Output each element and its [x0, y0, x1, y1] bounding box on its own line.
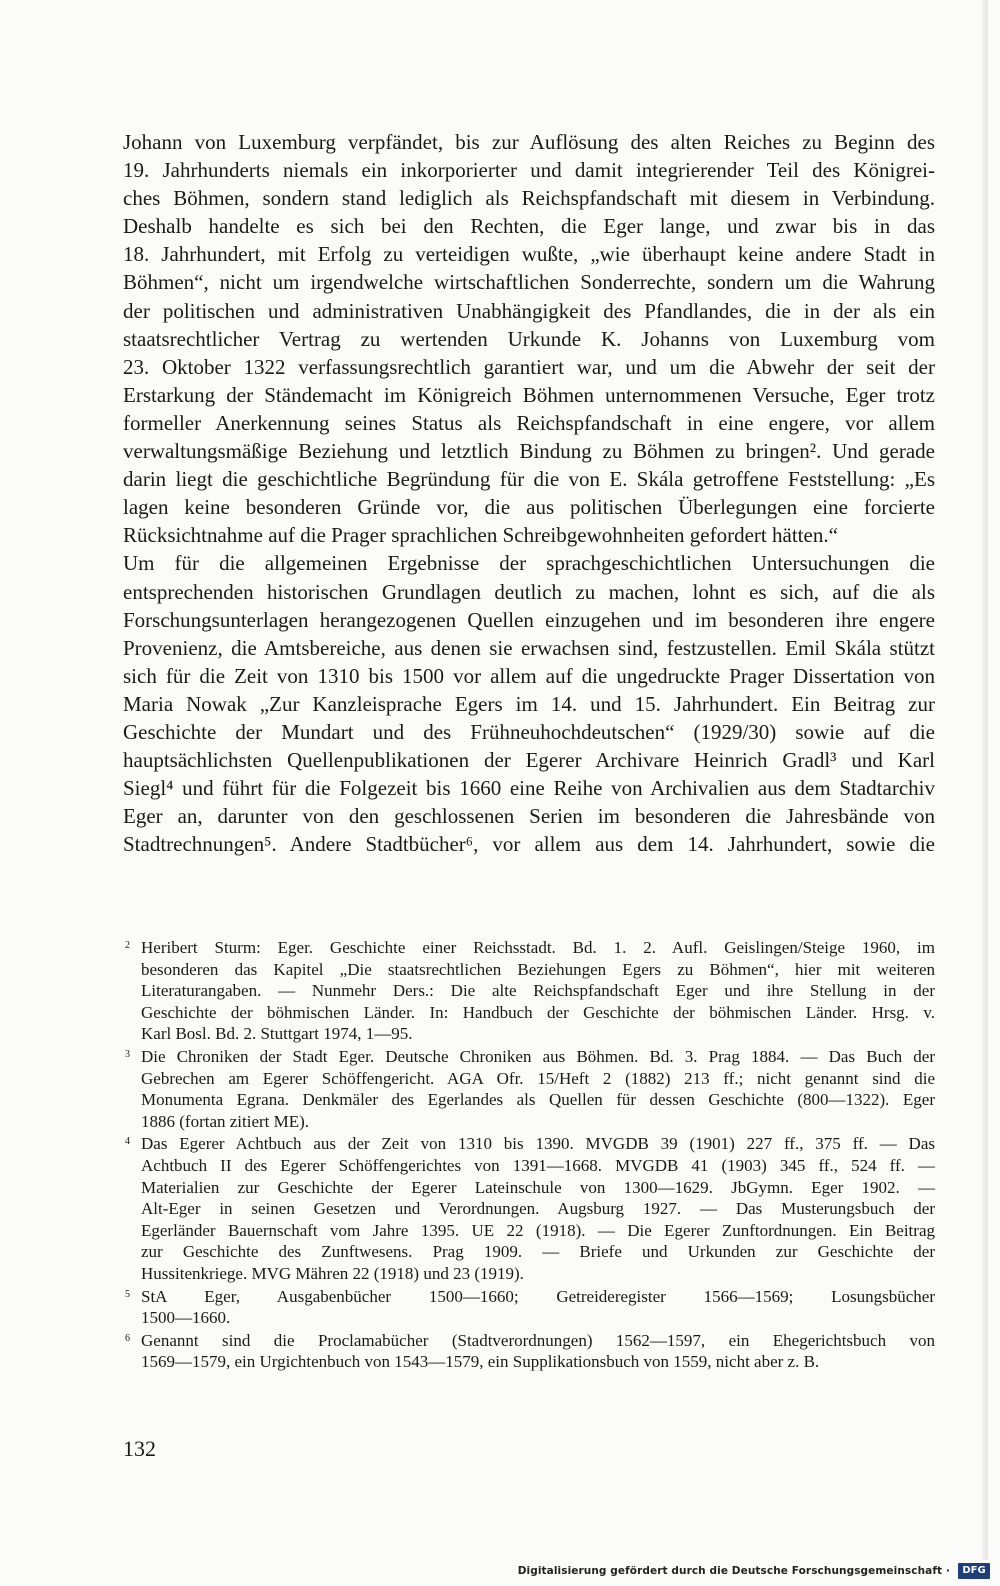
- body-line: Erstarkung der Ständemacht im Königreich Böhmen unternommenen Versuche, Eger trotz: [123, 382, 935, 407]
- page-edge: [982, 0, 988, 1560]
- body-line: Eger an, darunter von den geschlossenen Serien im besonderen die Jahresbände von: [123, 804, 935, 829]
- page-number: 132: [123, 1436, 156, 1461]
- footnote-line: Hussitenkriege. MVG Mähren 22 (1918) und 23 (1919).: [141, 1263, 524, 1283]
- footnote-line: Gebrechen am Egerer Schöffengericht. AGA Ofr. 15/Heft 2 (1882) 213 ff.; nicht genannt sind die: [141, 1068, 935, 1088]
- body-line: Forschungsunterlagen herangezogenen Quellen einzugehen und im besonderen ihre engere: [123, 607, 935, 632]
- footnote-number: 4: [125, 1136, 130, 1148]
- body-line: hauptsächlichsten Quellenpublikationen der Egerer Archivare Heinrich Gradl³ und Karl: [123, 748, 935, 773]
- body-line: sich für die Zeit von 1310 bis 1500 vor allem auf die ungedruckte Prager Dissertation von: [123, 663, 935, 688]
- body-line: Stadtrechnungen⁵. Andere Stadtbücher⁶, vor allem aus dem 14. Jahrhundert, sowie die: [123, 832, 935, 857]
- footnote-line: Achtbuch II des Egerer Schöffengerichtes von 1391—1668. MVGDB 41 (1903) 345 ff., 524 ff. —: [141, 1155, 935, 1175]
- footnote-line: Das Egerer Achtbuch aus der Zeit von 1310 bis 1390. MVGDB 39 (1901) 227 ff., 375 ff. — Das: [141, 1134, 935, 1154]
- body-line: Deshalb handelte es sich bei den Rechten, die Eger lange, und zwar bis in das: [123, 214, 935, 239]
- footnote-line: 1569—1579, ein Urgichtenbuch von 1543—1579, ein Supplikationsbuch von 1559, nicht aber z. B.: [141, 1352, 820, 1372]
- footnote-line: Geschichte der böhmischen Länder. In: Handbuch der Geschichte der böhmischen Länder. Hrsg. v.: [141, 1002, 935, 1022]
- footnote-line: Die Chroniken der Stadt Eger. Deutsche Chroniken aus Böhmen. Bd. 3. Prag 1884. — Das Buch der: [141, 1046, 935, 1066]
- body-line: lagen keine besonderen Gründe vor, die aus politischen Überlegungen eine forcierte: [123, 495, 935, 520]
- dfg-logo: DFG: [958, 1563, 990, 1579]
- body-line: ches Böhmen, sondern stand lediglich als Reichspfandschaft mit diesem in Verbindung.: [123, 186, 935, 211]
- body-text: [123, 128, 935, 858]
- footnote-number: 3: [125, 1048, 130, 1060]
- footnote-line: Monumenta Egrana. Denkmäler des Egerlandes als Quellen für dessen Geschichte (800—1322). Eger: [141, 1090, 935, 1110]
- body-line: Geschichte der Mundart und des Frühneuhochdeutschen“ (1929/30) sowie auf die: [123, 719, 935, 744]
- body-line: Böhmen“, nicht um irgendwelche wirtschaftlichen Sonderrechte, sondern um die Wahrung: [123, 270, 935, 295]
- footnote-line: Materialien zur Geschichte der Egerer Lateinschule von 1300—1629. JbGymn. Eger 1902. —: [141, 1177, 935, 1197]
- body-line: 23. Oktober 1322 verfassungsrechtlich garantiert war, und um die Abwehr der seit der: [123, 354, 935, 379]
- footnote: [123, 1286, 935, 1329]
- digitization-footer: [0, 1558, 1000, 1586]
- body-line: Provenienz, die Amtsbereiche, aus denen sie erwachsen sind, festzustellen. Emil Skála stützt: [123, 635, 935, 660]
- footnote-number: 2: [125, 940, 130, 951]
- footnote-line: Alt-Eger in seinen Gesetzen und Verordnungen. Augsburg 1927. — Das Musterungsbuch der: [141, 1199, 935, 1219]
- footnote-line: StA Eger, Ausgabenbücher 1500—1660; Getreideregister 1566—1569; Losungsbücher: [141, 1286, 935, 1306]
- body-line: verwaltungsmäßige Beziehung und letztlich Bindung zu Böhmen zu bringen². Und gerade: [123, 439, 935, 464]
- footnote: [123, 1133, 935, 1284]
- footer-credit-text: Digitalisierung gefördert durch die Deutsche Forschungsgemeinschaft ·: [517, 1565, 950, 1577]
- body-line: 18. Jahrhundert, mit Erfolg zu verteidigen wußte, „wie überhaupt keine andere Stadt in: [123, 242, 935, 267]
- footnote-line: Heribert Sturm: Eger. Geschichte einer Reichsstadt. Bd. 1. 2. Aufl. Geislingen/Steige 1960, im: [141, 938, 935, 957]
- footnotes: [123, 937, 935, 1374]
- footnote-line: Literaturangaben. — Nunmehr Ders.: Die alte Reichspfandschaft Eger und ihre Stellung in der: [141, 981, 935, 1001]
- footnote: [123, 1046, 935, 1132]
- footnote: [123, 1330, 935, 1373]
- body-line: staatsrechtlicher Vertrag zu wertenden Urkunde K. Johanns von Luxemburg vom: [123, 326, 935, 351]
- footnote-line: Genannt sind die Proclamabücher (Stadtverordnungen) 1562—1597, ein Ehegerichtsbuch von: [141, 1330, 935, 1350]
- footnote-line: 1886 (fortan zitiert ME).: [141, 1111, 310, 1131]
- body-line: Johann von Luxemburg verpfändet, bis zur Auflösung des alten Reiches zu Beginn des: [123, 130, 935, 154]
- footnote-number: 5: [125, 1288, 130, 1300]
- footnote-number: 6: [125, 1332, 130, 1344]
- body-line: formeller Anerkennung seines Status als Reichspfandschaft in eine engere, vor allem: [123, 410, 935, 435]
- body-line: darin liegt die geschichtliche Begründung für die von E. Skála getroffene Feststellung: „Es: [123, 467, 935, 492]
- footnote: [123, 937, 935, 1045]
- body-line: Rücksichtnahme auf die Prager sprachlichen Schreibgewohnheiten gefordert hätten.“: [123, 523, 838, 548]
- body-line: Um für die allgemeinen Ergebnisse der sprachgeschichtlichen Untersuchungen die: [123, 551, 935, 576]
- body-line: entsprechenden historischen Grundlagen deutlich zu machen, lohnt es sich, auf die als: [123, 579, 935, 604]
- footnote-line: Karl Bosl. Bd. 2. Stuttgart 1974, 1—95.: [141, 1024, 413, 1044]
- body-line: 19. Jahrhunderts niemals ein inkorporierter und damit integrierender Teil des Königrei-: [123, 158, 935, 183]
- body-line: der politischen und administrativen Unabhängigkeit des Pfandlandes, die in der als ein: [123, 298, 935, 323]
- footnote-line: besonderen das Kapitel „Die staatsrechtlichen Beziehungen Egers zu Böhmen“, hier mit weiteren: [141, 959, 935, 979]
- body-line: Siegl⁴ und führt für die Folgezeit bis 1660 eine Reihe von Archivalien aus dem Stadtarchiv: [123, 776, 935, 801]
- footnote-line: 1500—1660.: [141, 1308, 231, 1328]
- footnote-line: Egerländer Bauernschaft vom Jahre 1395. UE 22 (1918). — Die Egerer Zunftordnungen. Ein Beitrag: [141, 1220, 935, 1240]
- body-line: Maria Nowak „Zur Kanzleisprache Egers im 14. und 15. Jahrhundert. Ein Beitrag zur: [123, 691, 935, 716]
- footnote-line: zur Geschichte des Zunftwesens. Prag 1909. — Briefe und Urkunden zur Geschichte der: [141, 1242, 935, 1262]
